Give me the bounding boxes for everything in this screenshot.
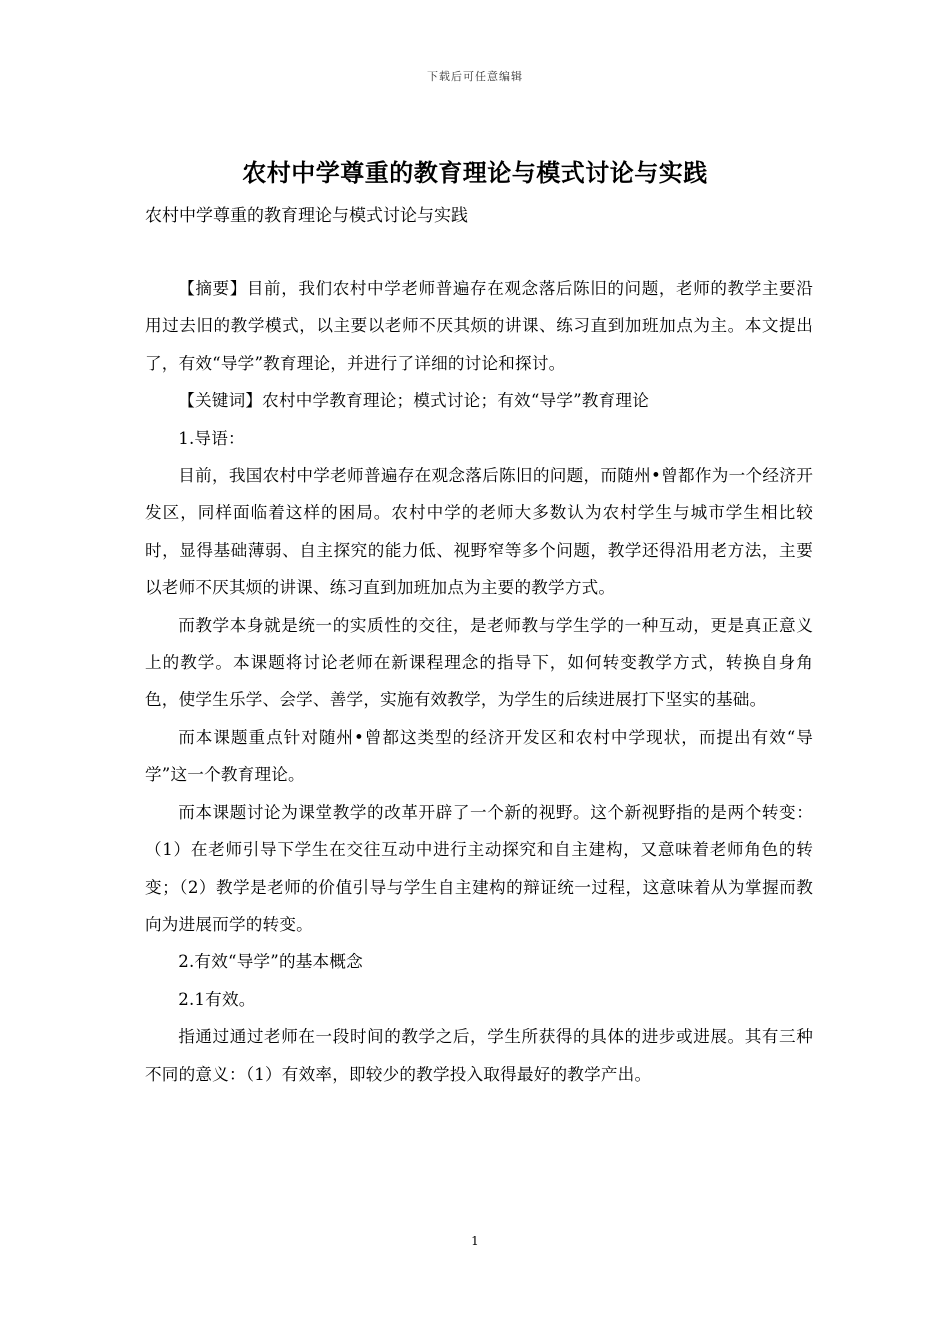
section-heading-concepts: 2.有效“导学”的基本概念 xyxy=(178,952,363,972)
document-title: 农村中学尊重的教育理论与模式讨论与实践 xyxy=(242,158,708,187)
section-heading-introduction: 1.导语： xyxy=(178,428,245,448)
subsection-heading-effective: 2.1有效。 xyxy=(178,989,256,1009)
body-paragraph: 目前，我国农村中学老师普遍存在观念落后陈旧的问题，而随州•曾都作为一个经济开发区，同样面临着这样的困局。农村中学的老师大多数认为农村学生与城市学生相比较时，显得基础薄弱、自主探究的能力低、视野窄等多个问题，教学还得沿用老方法，主要以老师不厌其烦的讲课、练习直到加班加点为主要的教学方式。 xyxy=(145,466,813,598)
document-subtitle: 农村中学尊重的教育理论与模式讨论与实践 xyxy=(145,206,468,226)
abstract-paragraph: 【摘要】目前，我们农村中学老师普遍存在观念落后陈旧的问题，老师的教学主要沿用过去旧的教学模式，以主要以老师不厌其烦的讲课、练习直到加班加点为主。本文提出了，有效“导学”教育理论，并进行了详细的讨论和探讨。 xyxy=(145,279,813,373)
header-note: 下载后可任意编辑 xyxy=(427,70,523,83)
keywords-paragraph: 【关键词】农村中学教育理论；模式讨论；有效“导学”教育理论 xyxy=(178,391,649,411)
body-paragraph: 而本课题讨论为课堂教学的改革开辟了一个新的视野。这个新视野指的是两个转变：（1）在老师引导下学生在交往互动中进行主动探究和自主建构，又意味着老师角色的转变；（2）教学是老师的价值引导与学生自主建构的辩证统一过程，这意味着从为掌握而教向为进展而学的转变。 xyxy=(145,802,813,934)
body-paragraph: 指通过通过老师在一段时间的教学之后，学生所获得的具体的进步或进展。其有三种不同的意义：（1）有效率，即较少的教学投入取得最好的教学产出。 xyxy=(145,1027,813,1084)
body-paragraph: 而本课题重点针对随州•曾都这类型的经济开发区和农村中学现状，而提出有效“导学”这一个教育理论。 xyxy=(145,727,813,785)
body-paragraph: 而教学本身就是统一的实质性的交往，是老师教与学生学的一种互动，更是真正意义上的教学。本课题将讨论老师在新课程理念的指导下，如何转变教学方式，转换自身角色，使学生乐学、会学、善学，实施有效教学，为学生的后续进展打下坚实的基础。 xyxy=(145,615,813,710)
page-number: 1 xyxy=(471,1234,479,1248)
document-body xyxy=(145,270,813,1093)
